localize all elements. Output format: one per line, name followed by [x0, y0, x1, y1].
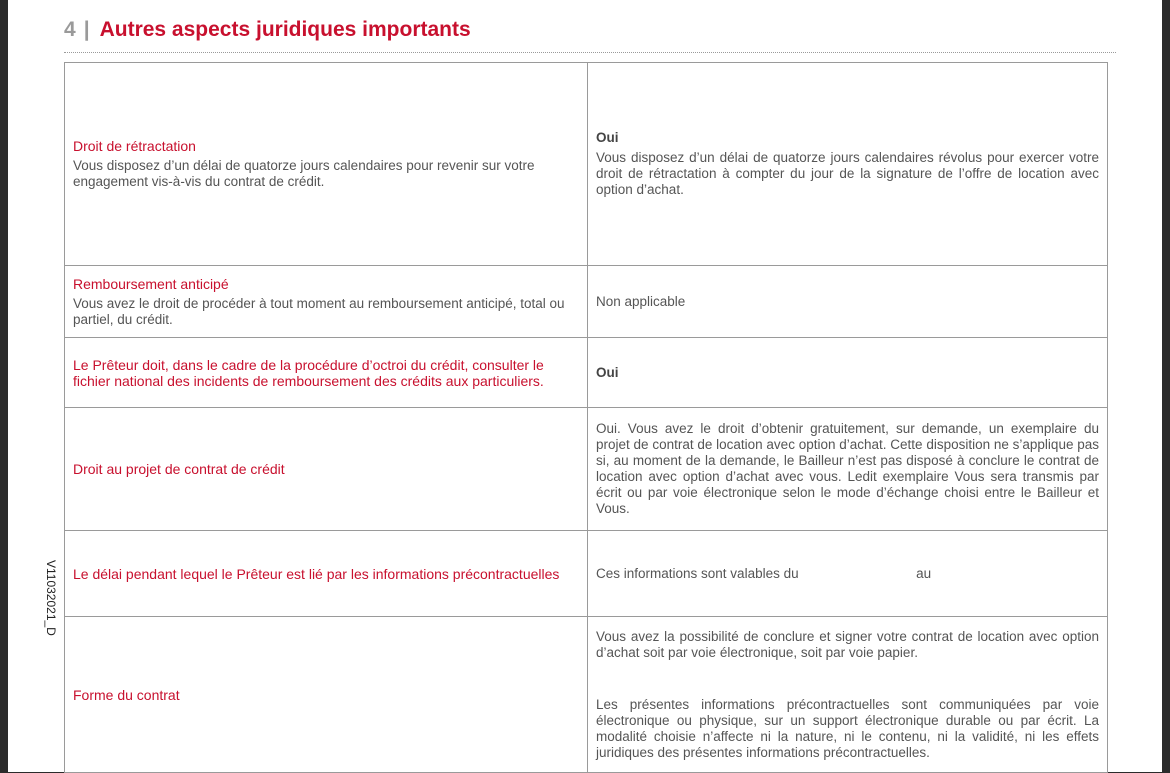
- row-description: Vous avez le droit de procéder à tout moment au remboursement anticipé, total ou partiel, du crédit.: [73, 295, 565, 327]
- row-label-cell: [65, 531, 588, 617]
- row-value-cell: [588, 266, 1108, 338]
- table-row: [65, 338, 1108, 408]
- row-value-text: au: [916, 565, 932, 581]
- section-separator: |: [83, 18, 90, 41]
- row-value-bold: Oui: [596, 130, 619, 145]
- table-row: [65, 408, 1108, 531]
- row-title: Droit de rétractation: [73, 138, 196, 154]
- table-row: [65, 531, 1108, 617]
- side-code-text: V11032021_D: [44, 560, 58, 636]
- row-value-text: Non applicable: [596, 293, 686, 309]
- row-value-cell: [588, 408, 1108, 531]
- row-label-cell: [65, 617, 588, 773]
- row-value-cell: [588, 338, 1108, 408]
- document-page: [8, 0, 1162, 772]
- row-value-text: Vous disposez d’un délai de quatorze jours calendaires révolus pour exercer votre droit de rétractation à compter du jour de la signature de l’offre de location avec option d’achat.: [596, 150, 1099, 197]
- row-value-text: Les présentes informations précontractuelles sont communiquées par voie électronique ou physique, sur un support électronique durable ou par écrit. La modalité choisie n’affecte ni la nature, ni le contenu, ni la validité, ni les effets juridiques des présentes informations précontractuelles.: [596, 696, 1099, 760]
- dotted-divider: [64, 52, 1116, 53]
- row-label-cell: [65, 63, 588, 266]
- row-title: Forme du contrat: [73, 686, 180, 703]
- table-row: [65, 63, 1108, 266]
- section-title: Autres aspects juridiques importants: [99, 18, 471, 41]
- row-title: Remboursement anticipé: [73, 275, 229, 292]
- table-row: [65, 617, 1108, 773]
- row-value-text: Oui. Vous avez le droit d’obtenir gratuitement, sur demande, un exemplaire du projet de contrat de location avec option d’achat. Cette disposition ne s’applique pas si, au moment de la demande, le Bailleur n’est pas disposé à conclure le contrat de location avec option d’achat avec vous. Ledit exemplaire Vous sera transmis par écrit ou par voie électronique selon le mode d’échange choisi entre le Bailleur et Vous.: [596, 421, 1099, 516]
- section-heading: [64, 18, 471, 42]
- row-label-cell: [65, 338, 588, 408]
- row-label-cell: [65, 408, 588, 531]
- row-value-bold: Oui: [596, 364, 619, 380]
- row-label-cell: [65, 266, 588, 338]
- row-value-cell: [588, 531, 1108, 617]
- row-title: Le Prêteur doit, dans le cadre de la procédure d’octroi du crédit, consulter le fichier national des incidents de remboursement des crédits aux particuliers.: [73, 356, 544, 389]
- row-value-cell: [588, 617, 1108, 773]
- paragraph-gap: [596, 661, 1099, 697]
- row-value-text: Ces informations sont valables du: [596, 565, 799, 581]
- row-title: Le délai pendant lequel le Prêteur est lié par les informations précontractuelles: [73, 565, 560, 582]
- row-title: Droit au projet de contrat de crédit: [73, 461, 285, 477]
- table-row: [65, 266, 1108, 338]
- row-value-text: Vous avez la possibilité de conclure et signer votre contrat de location avec option d’achat soit par voie électronique, soit par voie papier.: [596, 628, 1099, 660]
- row-value-cell: [588, 63, 1108, 266]
- row-description: Vous disposez d’un délai de quatorze jours calendaires pour revenir sur votre engagement vis-à-vis du contrat de crédit.: [73, 158, 535, 189]
- section-number: 4: [64, 18, 76, 41]
- legal-aspects-table: [64, 62, 1108, 773]
